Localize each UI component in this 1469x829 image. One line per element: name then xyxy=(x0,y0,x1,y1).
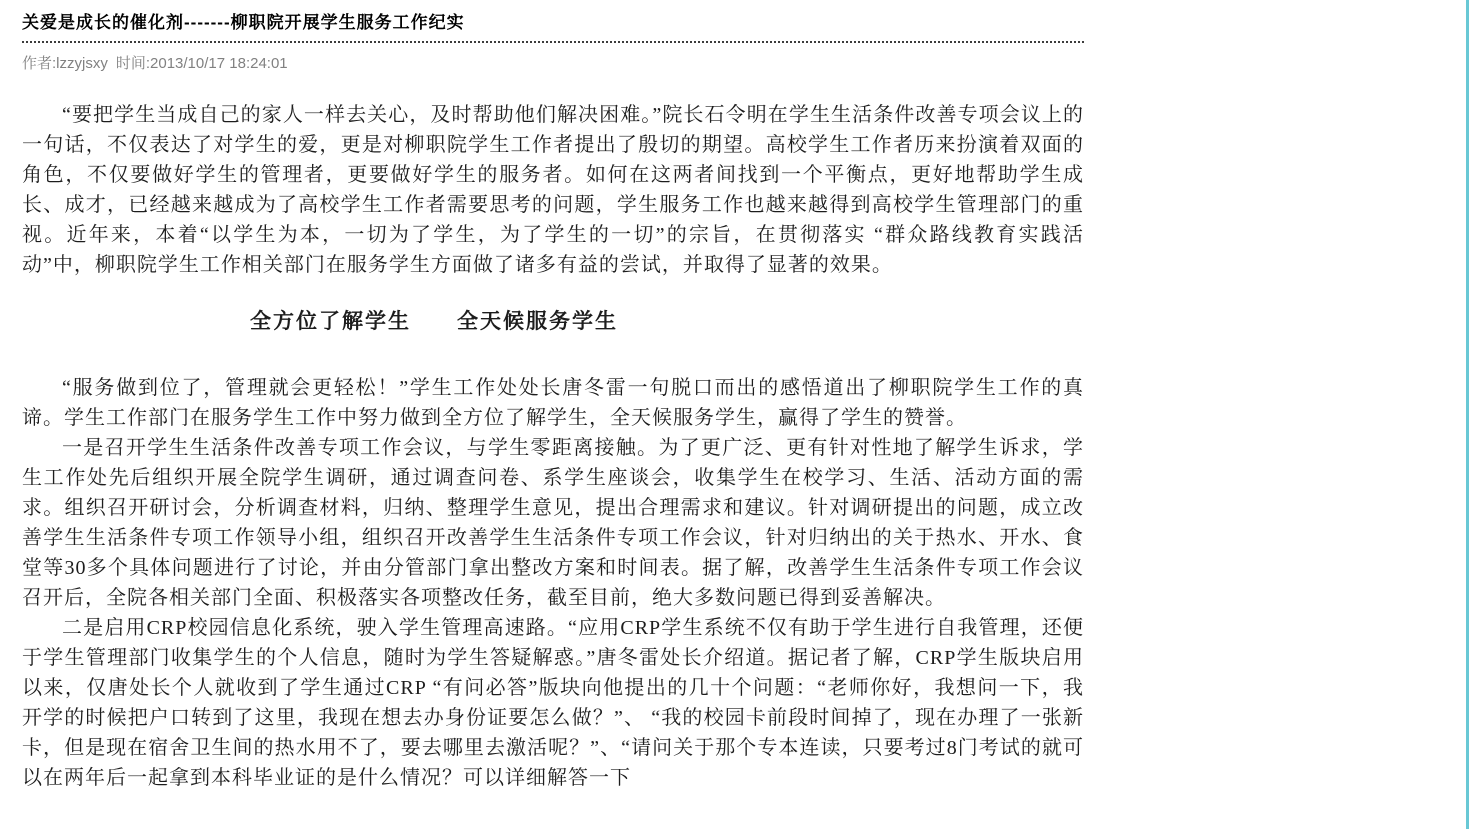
article-page xyxy=(22,8,1084,793)
author-value: lzzyjsxy xyxy=(56,55,108,72)
author-label: 作者: xyxy=(22,55,57,72)
section-heading: 全方位了解学生 全天候服务学生 xyxy=(250,309,618,333)
title-divider xyxy=(22,41,1084,43)
intro-paragraph: “要把学生当成自己的家人一样去关心，及时帮助他们解决困难。”院长石令明在学生生活条件改善专项会议上的一句话，不仅表达了对学生的爱，更是对柳职院学生工作者提出了殷切的期望。高校学生工作者历来扮演着双面的角色，不仅要做好学生的管理者，更要做好学生的服务者。如何在这两者间找到一个平衡点，更好地帮助学生成长、成才，已经越来越成为了高校学生工作者需要思考的问题，学生服务工作也越来越得到高校学生管理部门的重视。近年来，本着“以学生为本，一切为了学生，为了学生的一切”的宗旨，在贯彻落实 “群众路线教育实践活动”中，柳职院学生工作相关部门在服务学生方面做了诸多有益的尝试，并取得了显著的效果。 xyxy=(22,104,1084,276)
article-meta xyxy=(22,52,1084,73)
body-paragraph-3: 二是启用CRP校园信息化系统，驶入学生管理高速路。“应用CRP学生系统不仅有助于学生进行自我管理，还便于学生管理部门收集学生的个人信息，随时为学生答疑解惑。”唐冬雷处长介绍道。据记者了解，CRP学生版块启用以来，仅唐处长个人就收到了学生通过CRP “有问必答”版块向他提出的几十个问题：“老师你好，我想问一下，我开学的时候把户口转到了这里，我现在想去办身份证要怎么做？”、 “我的校园卡前段时间掉了，现在办理了一张新卡，但是现在宿舍卫生间的热水用不了，要去哪里去激活呢？”、“请问关于那个专本连读，只要考过8门考试的就可以在两年后一起拿到本科毕业证的是什么情况？可以详细解答一下 xyxy=(22,617,1084,789)
article-title: 关爱是成长的催化剂-------柳职院开展学生服务工作纪实 xyxy=(22,13,465,32)
body-paragraph-2: 一是召开学生生活条件改善专项工作会议，与学生零距离接触。为了更广泛、更有针对性地了解学生诉求，学生工作处先后组织开展全院学生调研，通过调查问卷、系学生座谈会，收集学生在校学习、生活、活动方面的需求。组织召开研讨会，分析调查材料，归纳、整理学生意见，提出合理需求和建议。针对调研提出的问题，成立改善学生生活条件专项工作领导小组，组织召开改善学生生活条件专项工作会议，针对归纳出的关于热水、开水、食堂等30多个具体问题进行了讨论，并由分管部门拿出整改方案和时间表。据了解，改善学生生活条件专项工作会议召开后，全院各相关部门全面、积极落实各项整改任务，截至目前，绝大多数问题已得到妥善解决。 xyxy=(22,437,1084,609)
body-paragraph-1: “服务做到位了，管理就会更轻松！”学生工作处处长唐冬雷一句脱口而出的感悟道出了柳职院学生工作的真谛。学生工作部门在服务学生工作中努力做到全方位了解学生，全天候服务学生，赢得了学生的赞誉。 xyxy=(22,377,1084,429)
time-value: 2013/10/17 18:24:01 xyxy=(150,55,288,72)
time-label: 时间: xyxy=(115,55,151,72)
article-body xyxy=(22,100,1084,793)
